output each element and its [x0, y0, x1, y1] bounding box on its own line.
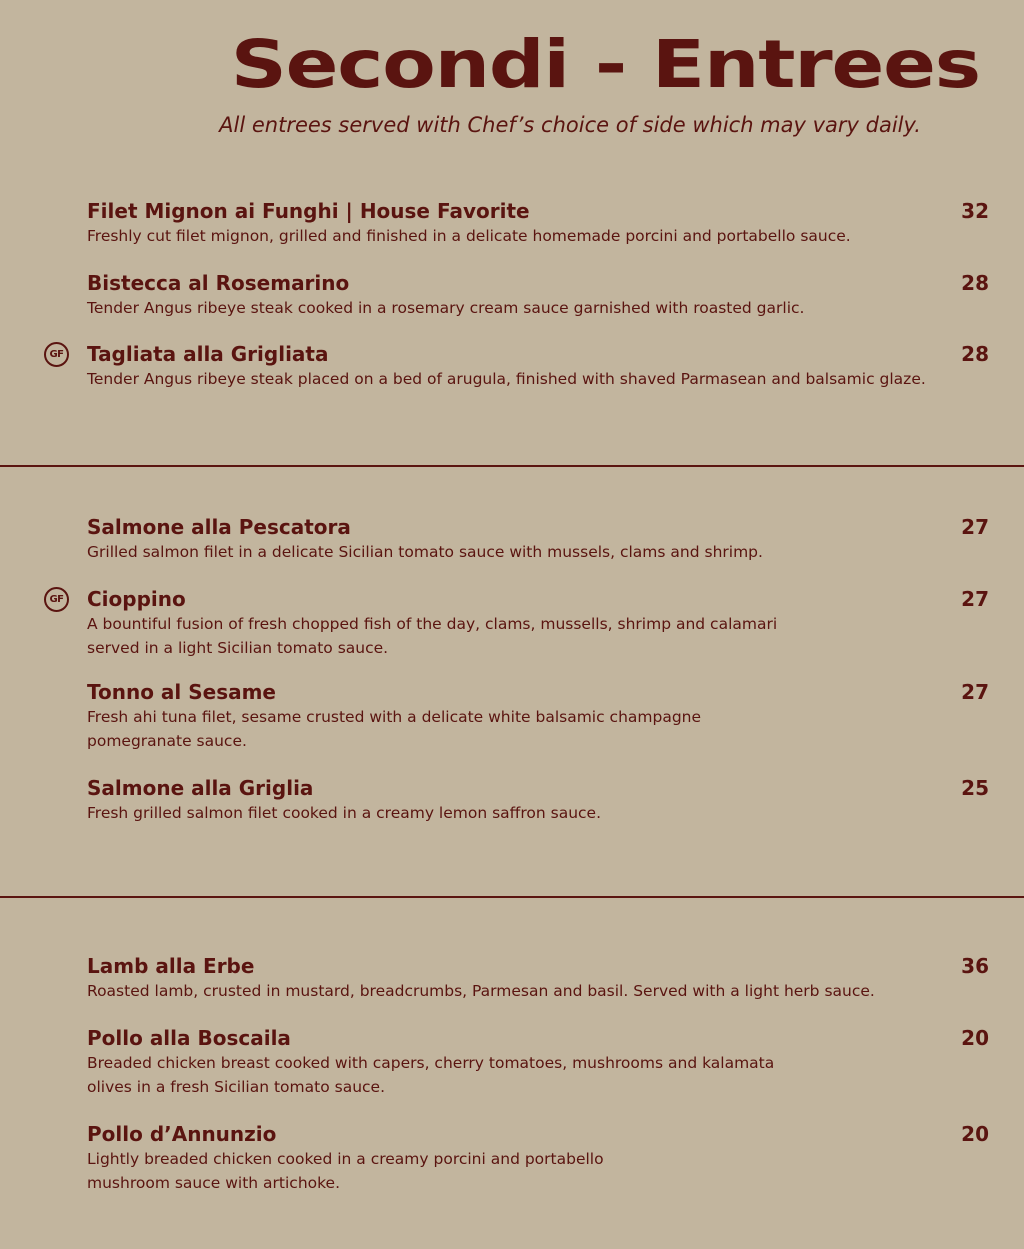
menu-item-bistecca [87, 270, 989, 320]
item-description: served in a light Sicilian tomato sauce. [87, 639, 389, 657]
item-name: Filet Mignon ai Funghi | House Favorite [87, 199, 530, 223]
menu-subtitle: All entrees served with Chef’s choice of side which may vary daily. [219, 113, 921, 137]
item-price: 27 [961, 587, 989, 611]
item-price: 28 [961, 271, 989, 295]
item-description: Roasted lamb, crusted in mustard, breadcrumbs, Parmesan and basil. Served with a light herb sauce. [87, 982, 875, 1000]
section-divider [0, 465, 1024, 467]
section-divider [0, 896, 1024, 898]
item-description: Tender Angus ribeye steak cooked in a rosemary cream sauce garnished with roasted garlic. [87, 299, 805, 317]
item-price: 25 [961, 776, 989, 800]
item-name: Tagliata alla Grigliata [87, 342, 329, 366]
menu-item-lamb [87, 953, 989, 1003]
menu-item-salmone-griglia [87, 775, 989, 825]
item-price: 27 [961, 515, 989, 539]
menu-item-tagliata [49, 341, 989, 391]
item-name: Cioppino [87, 587, 186, 611]
item-name: Lamb alla Erbe [87, 954, 255, 978]
item-description: Grilled salmon filet in a delicate Sicilian tomato sauce with mussels, clams and shrimp. [87, 543, 763, 561]
item-name: Salmone alla Pescatora [87, 515, 351, 539]
item-price: 28 [961, 342, 989, 366]
gluten-free-icon: GF [44, 342, 69, 367]
item-description: Fresh grilled salmon filet cooked in a creamy lemon saffron sauce. [87, 804, 601, 822]
item-description: mushroom sauce with artichoke. [87, 1174, 341, 1192]
item-name: Pollo d’Annunzio [87, 1122, 277, 1146]
item-description: Tender Angus ribeye steak placed on a bed of arugula, finished with shaved Parmasean and balsamic glaze. [87, 370, 926, 388]
menu-item-pollo-boscaila [87, 1025, 989, 1099]
menu-item-cioppino [49, 586, 989, 660]
item-name: Bistecca al Rosemarino [87, 271, 350, 295]
item-price: 20 [961, 1026, 989, 1050]
item-name: Salmone alla Griglia [87, 776, 314, 800]
menu-title: Secondi - Entrees [230, 26, 980, 103]
item-name: Tonno al Sesame [87, 680, 276, 704]
item-description: Fresh ahi tuna filet, sesame crusted with a delicate white balsamic champagne [87, 708, 702, 726]
item-description: Freshly cut filet mignon, grilled and finished in a delicate homemade porcini and portabello sauce. [87, 227, 851, 245]
item-description: A bountiful fusion of fresh chopped fish of the day, clams, mussells, shrimp and calamari [87, 615, 778, 633]
item-description: Lightly breaded chicken cooked in a creamy porcini and portabello [87, 1150, 604, 1168]
menu-item-tonno [87, 679, 989, 753]
gluten-free-icon: GF [44, 587, 69, 612]
item-name: Pollo alla Boscaila [87, 1026, 291, 1050]
item-price: 32 [961, 199, 989, 223]
item-description: olives in a fresh Sicilian tomato sauce. [87, 1078, 386, 1096]
item-description: Breaded chicken breast cooked with capers, cherry tomatoes, mushrooms and kalamata [87, 1054, 775, 1072]
item-price: 27 [961, 680, 989, 704]
item-description: pomegranate sauce. [87, 732, 247, 750]
item-price: 36 [961, 954, 989, 978]
menu-item-pollo-annunzio [87, 1121, 989, 1195]
menu-item-salmone-pescatora [87, 514, 989, 564]
menu-item-filet-mignon [87, 198, 989, 248]
item-price: 20 [961, 1122, 989, 1146]
